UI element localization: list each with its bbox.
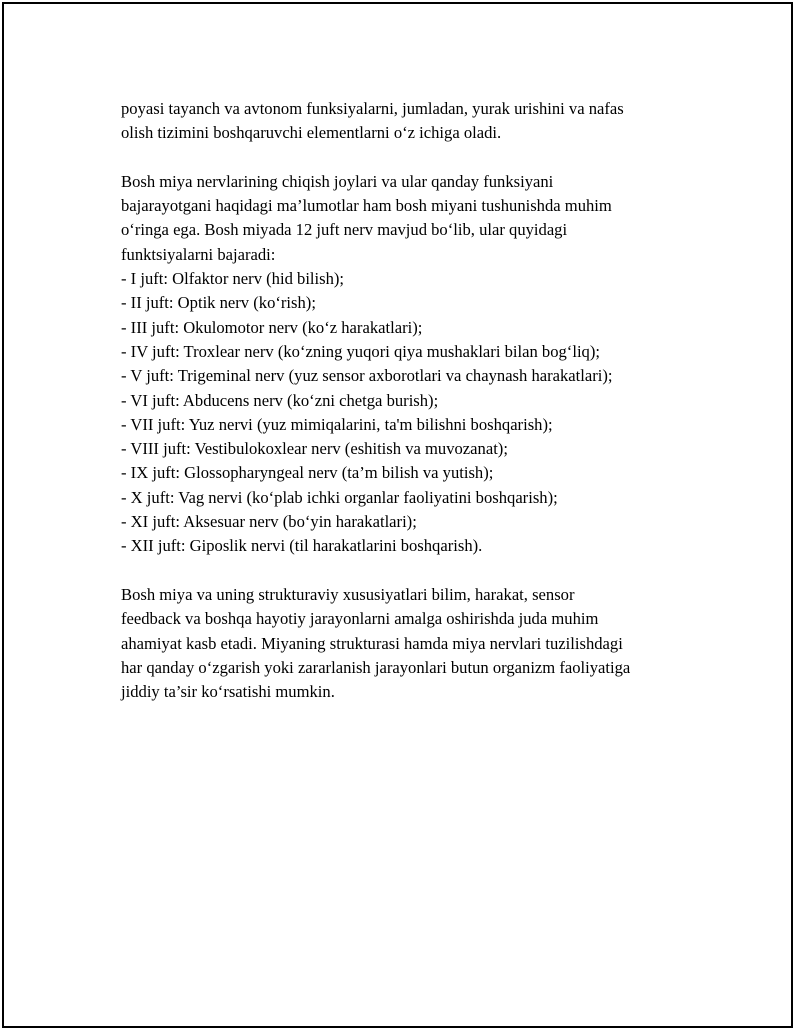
list-item: - IX juft: Glossopharyngeal nerv (ta’m bilish va yutish); [121,463,494,483]
text-line: Bosh miya va uning strukturaviy xususiyatlari bilim, harakat, sensor [121,584,575,604]
cranial-nerve-list [121,267,701,559]
text-line: olish tizimini boshqaruvchi elementlarni o‘z ichiga oladi. [121,123,502,143]
list-item: - III juft: Okulomotor nerv (ko‘z harakatlari); [121,317,423,337]
paragraph-brainstem-functions [121,97,701,146]
list-item: - II juft: Optik nerv (ko‘rish); [121,293,316,313]
list-item: - V juft: Trigeminal nerv (yuz sensor axborotlari va chaynash harakatlari); [121,366,613,386]
text-line: o‘ringa ega. Bosh miyada 12 juft nerv mavjud bo‘lib, ular quyidagi [121,220,568,240]
list-item: - IV juft: Troxlear nerv (ko‘zning yuqori qiya mushaklari bilan bog‘liq); [121,341,600,361]
list-item: - VI juft: Abducens nerv (ko‘zni chetga burish); [121,390,439,410]
paragraph-conclusion [121,583,701,704]
text-line: bajarayotgani haqidagi ma’lumotlar ham bosh miyani tushunishda muhim [121,196,612,216]
text-line: funktsiyalarni bajaradi: [121,244,276,264]
list-item: - VII juft: Yuz nervi (yuz mimiqalarini, ta'm bilishni boshqarish); [121,414,553,434]
list-item: - I juft: Olfaktor nerv (hid bilish); [121,269,345,289]
list-item: - XII juft: Giposlik nervi (til harakatlarini boshqarish). [121,536,483,556]
text-line: poyasi tayanch va avtonom funksiyalarni, jumladan, yurak urishini va nafas [121,99,624,118]
paragraph-cranial-nerves-intro [121,170,701,267]
text-line: Bosh miya nervlarining chiqish joylari va ular qanday funksiyani [121,171,554,191]
document-body [121,97,701,704]
paragraph-spacer [121,559,701,583]
document-page [2,2,793,1028]
list-item: - X juft: Vag nervi (ko‘plab ichki organlar faoliyatini boshqarish); [121,487,558,507]
text-line: feedback va boshqa hayotiy jarayonlarni amalga oshirishda juda muhim [121,609,599,629]
list-item: - VIII juft: Vestibulokoxlear nerv (eshitish va muvozanat); [121,439,508,459]
text-line: ahamiyat kasb etadi. Miyaning strukturasi hamda miya nervlari tuzilishdagi [121,633,623,653]
text-line: jiddiy ta’sir ko‘rsatishi mumkin. [121,682,335,702]
list-item: - XI juft: Aksesuar nerv (bo‘yin harakatlari); [121,512,417,532]
text-line: har qanday o‘zgarish yoki zararlanish jarayonlari butun organizm faoliyatiga [121,657,631,677]
